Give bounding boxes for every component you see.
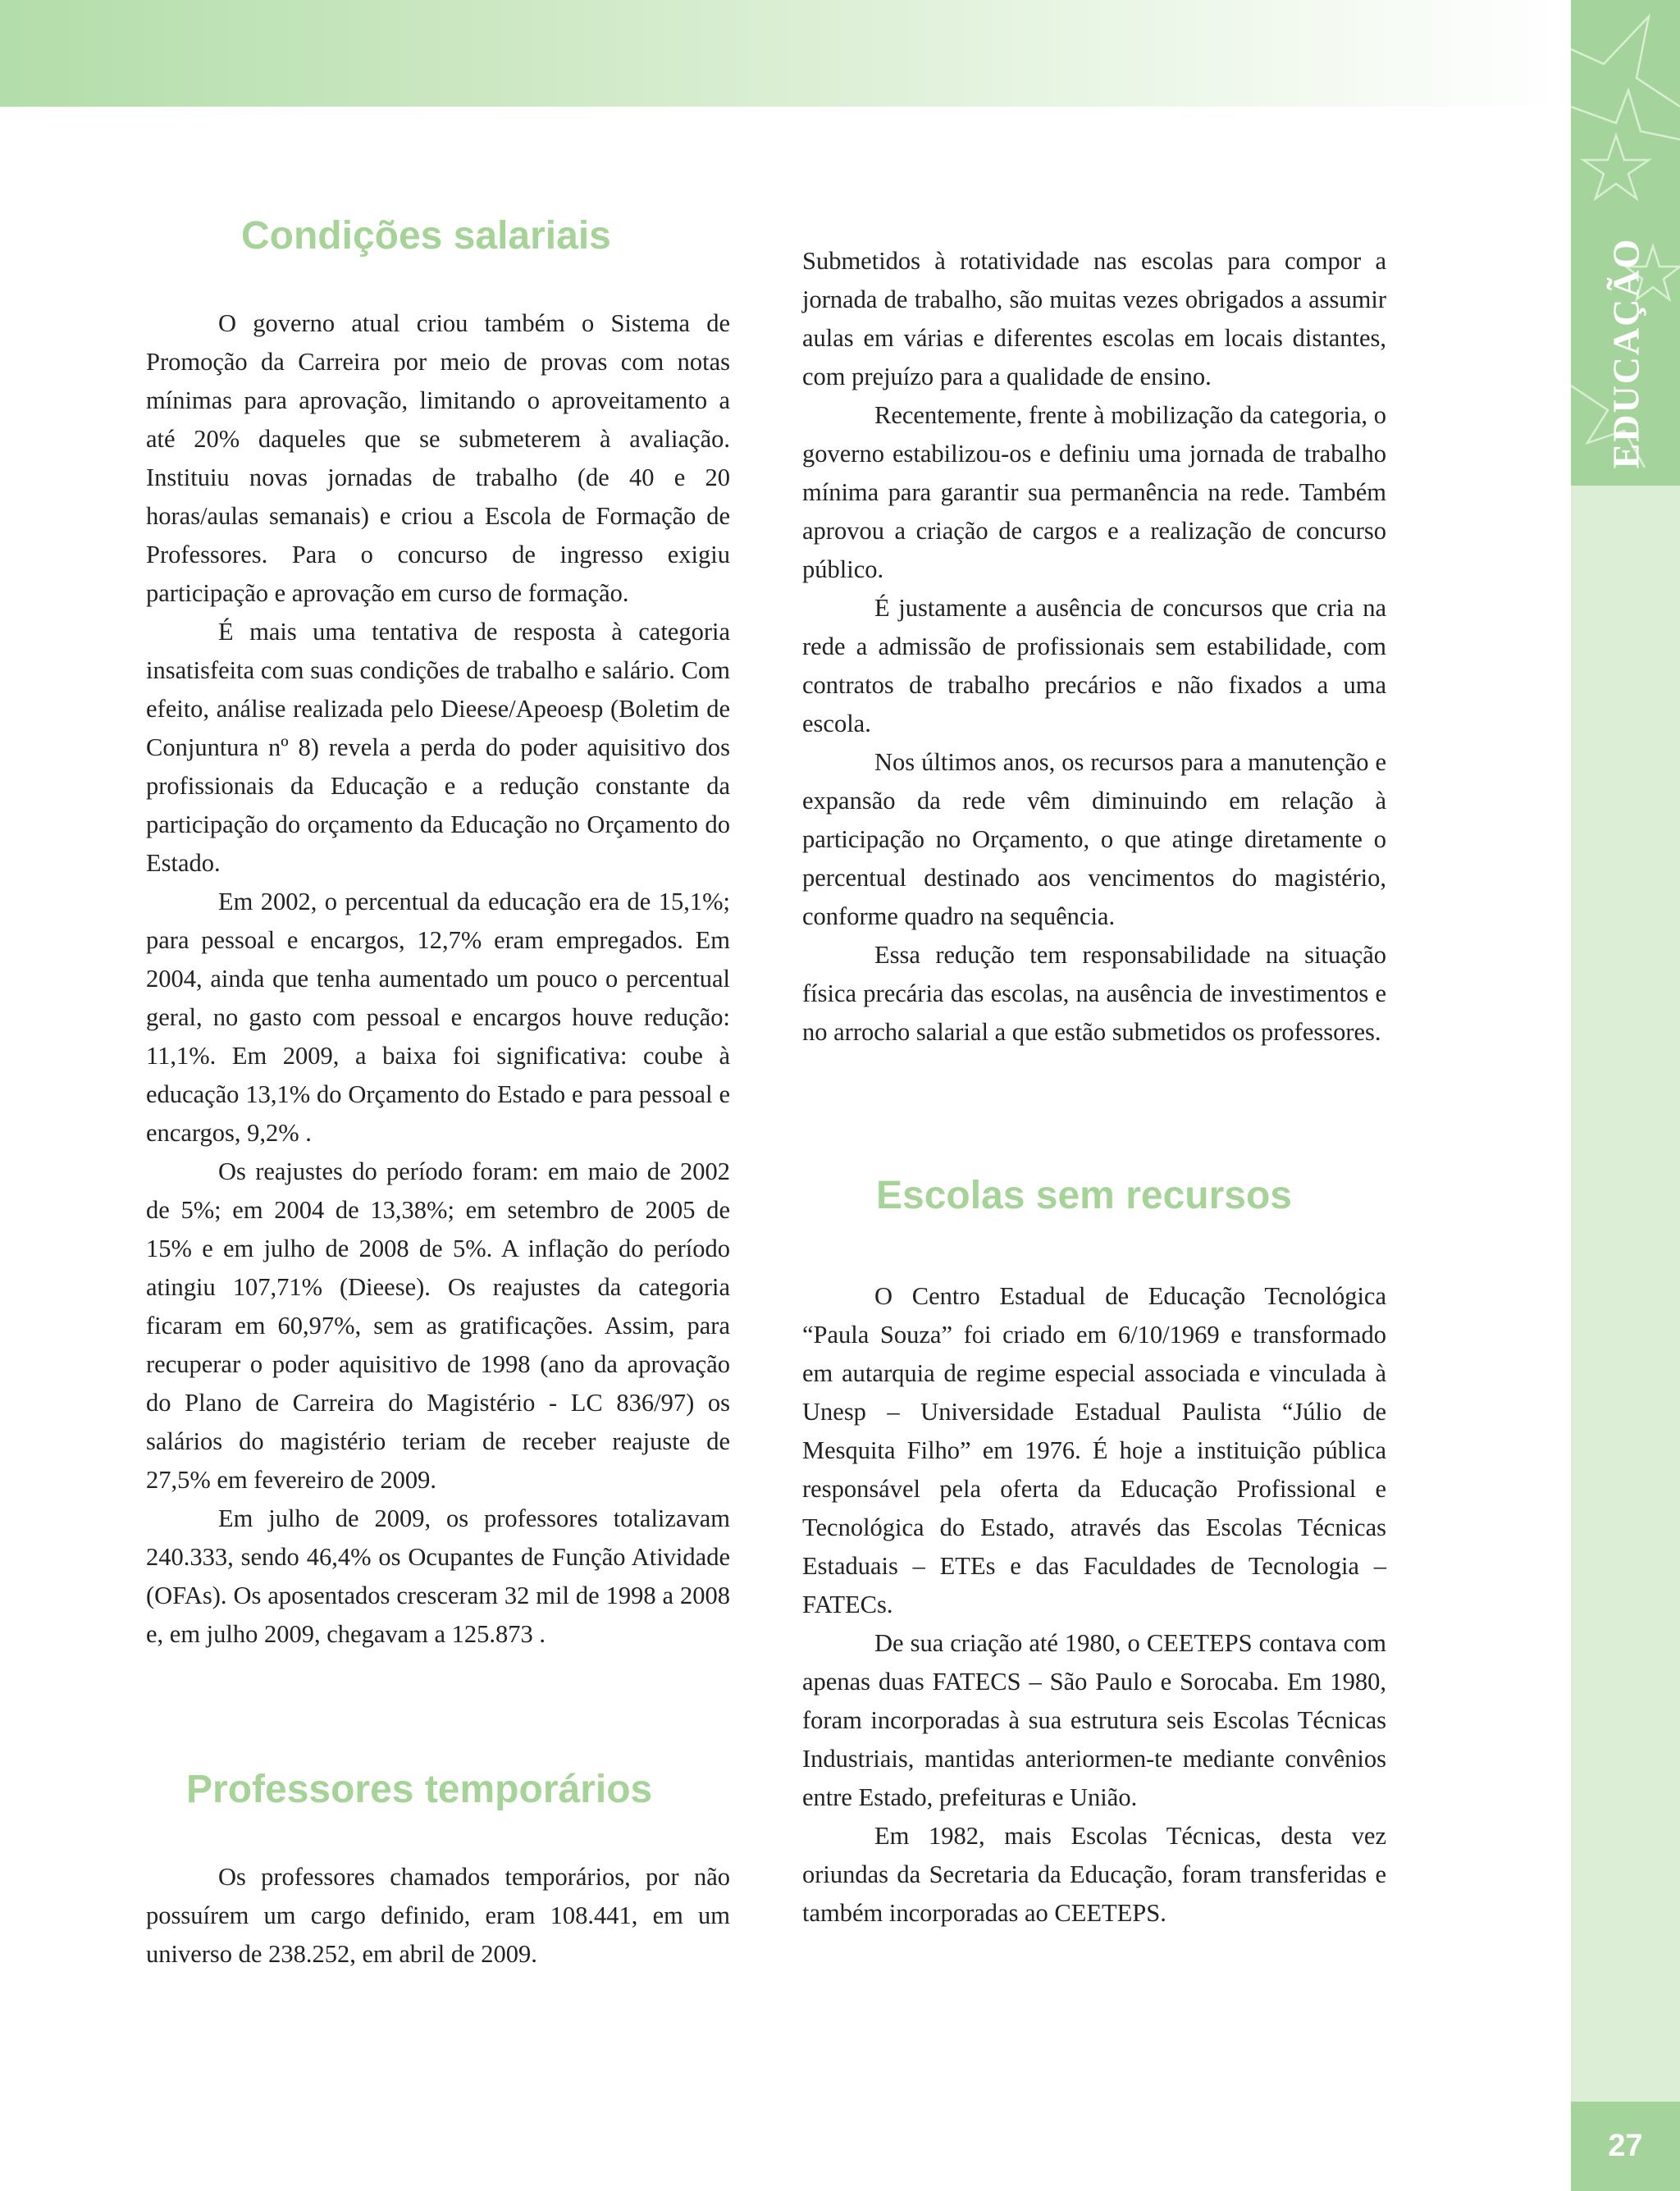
paragraph: Os professores chamados temporários, por não possuírem um cargo definido, eram 108.441, em um universo de 238.252, em abril de 2009. [146, 1863, 730, 1968]
paragraph: Em julho de 2009, os professores totalizavam 240.333, sendo 46,4% os Ocupantes de Função Atividade (OFAs). Os aposentados cresceram 32 mil de 1998 a 2008 e, em julho 2009, chegavam a 125.873 . [146, 1504, 730, 1648]
paragraph: É mais uma tentativa de resposta à categoria insatisfeita com suas condições de trabalho e salário. Com efeito, análise realizada pelo Dieese/Apeoesp (Boletim de Conjuntura nº 8) revela a perda do poder aquisitivo dos profissionais da Educação e a redução constante da participação do orçamento da Educação no Orçamento do Estado. [146, 618, 730, 877]
section-escolas-body [802, 1277, 1386, 1933]
paragraph: Submetidos à rotatividade nas escolas para compor a jornada de trabalho, são muitas vezes obrigados a assumir aulas em várias e diferentes escolas em locais distantes, com prejuízo para a qualidade de ensino. [802, 247, 1386, 390]
paragraph: Essa redução tem responsabilidade na situação física precária das escolas, na ausência de investimentos e no arrocho salarial a que estão submetidos os professores. [802, 941, 1386, 1046]
section-temporarios-body [146, 1858, 730, 1974]
section-continuacao-body [802, 242, 1386, 1052]
paragraph: O Centro Estadual de Educação Tecnológica “Paula Souza” foi criado em 6/10/1969 e transformado em autarquia de regime especial associada e vinculada à Unesp – Universidade Estadual Paulista “Júlio de Mesquita Filho” em 1976. É hoje a instituição pública responsável pela oferta da Educação Profissional e Tecnológica do Estado, através das Escolas Técnicas Estaduais – ETEs e das Faculdades de Tecnologia – FATECs. [802, 1282, 1386, 1618]
paragraph: Nos últimos anos, os recursos para a manutenção e expansão da rede vêm diminuindo em relação à participação no Orçamento, o que atinge diretamente o percentual destinado aos vencimentos do magistério, conforme quadro na sequência. [802, 748, 1386, 930]
heading-professores-temporarios: Professores temporários [186, 1768, 653, 1811]
paragraph: De sua criação até 1980, o CEETEPS contava com apenas duas FATECS – São Paulo e Sorocaba. Em 1980, foram incorporadas à sua estrutura seis Escolas Técnicas Industriais, mantidas anteriormen-te mediante convênios entre Estado, prefeituras e União. [802, 1629, 1386, 1811]
heading-condicoes-salariais: Condições salariais [241, 214, 611, 258]
side-strip [1571, 486, 1680, 2102]
paragraph: É justamente a ausência de concursos que cria na rede a admissão de profissionais sem estabilidade, com contratos de trabalho precários e não fixados a uma escola. [802, 594, 1386, 737]
heading-escolas-sem-recursos: Escolas sem recursos [876, 1174, 1292, 1217]
top-decorative-band [0, 0, 1571, 107]
paragraph: Os reajustes do período foram: em maio de 2002 de 5%; em 2004 de 13,38%; em setembro de 2005 de 15% e em julho de 2008 de 5%. A inflação do período atingiu 107,71% (Dieese). Os reajustes da categoria ficaram em 60,97%, sem as gratificações. Assim, para recuperar o poder aquisitivo de 1998 (ano da aprovação do Plano de Carreira do Magistério - LC 836/97) os salários do magistério teriam de receber reajuste de 27,5% em fevereiro de 2009. [146, 1157, 730, 1494]
paragraph: O governo atual criou também o Sistema de Promoção da Carreira por meio de provas com notas mínimas para aprovação, limitando o aproveitamento a até 20% daqueles que se submeterem à avaliação. Instituiu novas jornadas de trabalho (de 40 e 20 horas/aulas semanais) e criou a Escola de Formação de Professores. Para o concurso de ingresso exigiu participação e aprovação em curso de formação. [146, 309, 730, 607]
side-tab-label: EDUCAÇÃO [1605, 237, 1646, 468]
paragraph: Em 2002, o percentual da educação era de 15,1%; para pessoal e encargos, 12,7% eram empregados. Em 2004, ainda que tenha aumentado um pouco o percentual geral, no gasto com pessoal e encargos houve redução: 11,1%. Em 2009, a baixa foi significativa: coube à educação 13,1% do Orçamento do Estado e para pessoal e encargos, 9,2% . [146, 888, 730, 1147]
page-number: 27 [1571, 2102, 1680, 2191]
paragraph: Recentemente, frente à mobilização da categoria, o governo estabilizou-os e definiu uma jornada de trabalho mínima para garantir sua permanência na rede. Também aprovou a criação de cargos e a realização de concurso público. [802, 401, 1386, 583]
paragraph: Em 1982, mais Escolas Técnicas, desta vez oriundas da Secretaria da Educação, foram transferidas e também incorporadas ao CEETEPS. [802, 1822, 1386, 1927]
section-condicoes-body [146, 304, 730, 1654]
